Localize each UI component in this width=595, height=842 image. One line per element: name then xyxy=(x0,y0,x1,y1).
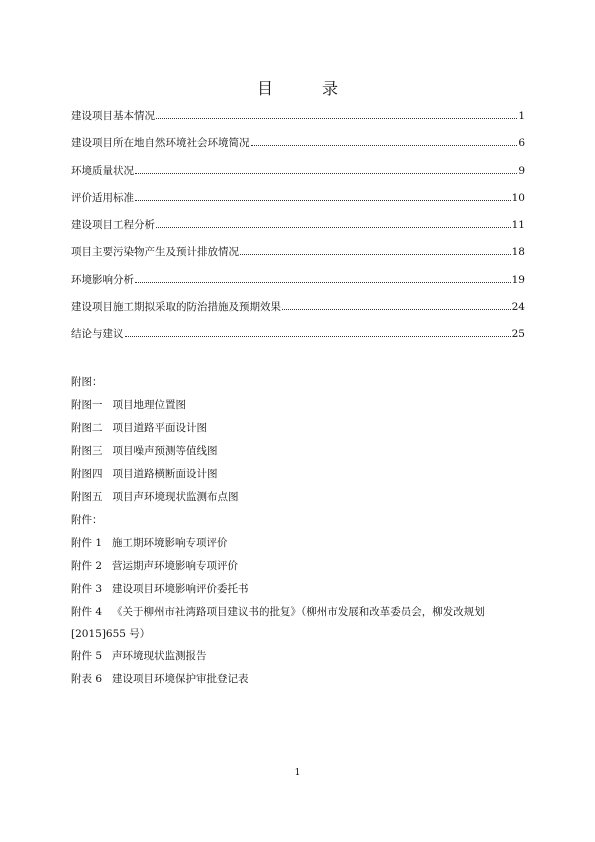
figure-item xyxy=(71,463,531,486)
toc-entry-label: 环境质量状况 xyxy=(71,164,134,177)
dot-leader xyxy=(282,308,511,310)
figure-number: 附图二 xyxy=(71,422,103,434)
attachment-item xyxy=(71,645,531,668)
toc-entry-label: 建设项目基本情况 xyxy=(71,110,155,122)
dot-leader xyxy=(240,253,511,255)
figure-title: 项目地理位置图 xyxy=(112,399,187,411)
page-number: 1 xyxy=(294,768,301,778)
attachment-title: 建设项目环境保护审批登记表 xyxy=(112,673,249,685)
toc-entry[interactable] xyxy=(71,190,525,217)
attachments-heading: 附件： xyxy=(71,514,103,526)
attachments-list xyxy=(71,509,531,691)
dot-leader xyxy=(135,199,511,201)
dot-leader xyxy=(135,172,517,174)
toc-entry[interactable] xyxy=(71,299,525,326)
toc-entry-label: 建设项目所在地自然环境社会环境简况 xyxy=(71,137,250,150)
attachment-number: 附件 1 xyxy=(71,537,103,549)
attachment-number: 附件 5 xyxy=(71,650,103,662)
figure-item xyxy=(71,440,531,463)
toc-entry-label: 建设项目施工期拟采取的防治措施及预期效果 xyxy=(71,301,281,314)
dot-leader xyxy=(251,144,518,146)
figure-title: 项目声环境现状监测布点图 xyxy=(112,491,239,503)
toc-entry-page: 1 xyxy=(518,110,525,122)
toc-entry-label: 项目主要污染物产生及预计排放情况 xyxy=(71,246,239,259)
toc-entry[interactable] xyxy=(71,135,525,162)
figure-number: 附图一 xyxy=(71,399,103,411)
attachment-number: 附件 2 xyxy=(71,560,103,572)
toc-entry-page: 19 xyxy=(511,273,525,286)
figure-title: 项目噪声预测等值线图 xyxy=(112,445,218,457)
table-of-contents xyxy=(71,108,525,354)
toc-entry-page: 25 xyxy=(511,328,525,341)
toc-entry-page: 18 xyxy=(511,246,525,259)
dot-leader xyxy=(135,281,511,283)
toc-entry[interactable] xyxy=(71,108,525,135)
figure-number: 附图三 xyxy=(71,445,103,457)
attachment-number: 附表 6 xyxy=(71,673,103,685)
toc-entry-page: 9 xyxy=(518,164,525,177)
figure-item xyxy=(71,486,531,509)
attachment-item xyxy=(71,578,531,601)
toc-entry[interactable] xyxy=(71,244,525,271)
attachment-title: 《关于柳州市社湾路项目建议书的批复》（柳州市发展和改革委员会，柳发改规划[2015]655 号） xyxy=(71,606,485,640)
dot-leader xyxy=(156,226,511,228)
attachment-number: 附件 3 xyxy=(71,583,103,595)
attachment-title: 营运期声环境影响专项评价 xyxy=(112,560,239,572)
toc-entry[interactable] xyxy=(71,217,525,244)
attachment-item xyxy=(71,555,531,578)
toc-entry-label: 评价适用标准 xyxy=(71,191,134,204)
toc-entry-page: 6 xyxy=(518,137,525,150)
toc-entry-label: 建设项目工程分析 xyxy=(71,219,155,232)
toc-entry-label: 结论与建议 xyxy=(71,328,124,341)
dot-leader xyxy=(125,335,511,337)
attachment-item xyxy=(71,601,531,645)
toc-entry-page: 10 xyxy=(511,191,525,204)
attachment-title: 声环境现状监测报告 xyxy=(112,650,207,662)
figure-title: 项目道路平面设计图 xyxy=(112,422,208,434)
figure-item xyxy=(71,417,531,440)
toc-entry[interactable] xyxy=(71,326,525,353)
toc-entry-page: 24 xyxy=(511,301,525,314)
figure-title: 项目道路横断面设计图 xyxy=(112,468,218,480)
figure-item xyxy=(71,394,531,417)
toc-entry[interactable] xyxy=(71,163,525,190)
toc-entry[interactable] xyxy=(71,272,525,299)
toc-entry-page: 11 xyxy=(511,219,525,232)
dot-leader xyxy=(156,117,517,119)
figures-heading: 附图： xyxy=(71,376,103,388)
attachment-number: 附件 4 xyxy=(71,606,103,618)
toc-entry-label: 环境影响分析 xyxy=(71,273,134,286)
page-title: 目 录 xyxy=(256,79,361,98)
figures-list xyxy=(71,371,531,509)
figure-number: 附图五 xyxy=(71,491,103,503)
attachment-item xyxy=(71,532,531,555)
attachment-title: 施工期环境影响专项评价 xyxy=(112,537,228,549)
figure-number: 附图四 xyxy=(71,468,103,480)
attachment-title: 建设项目环境影响评价委托书 xyxy=(112,583,249,595)
attachment-item xyxy=(71,668,531,691)
